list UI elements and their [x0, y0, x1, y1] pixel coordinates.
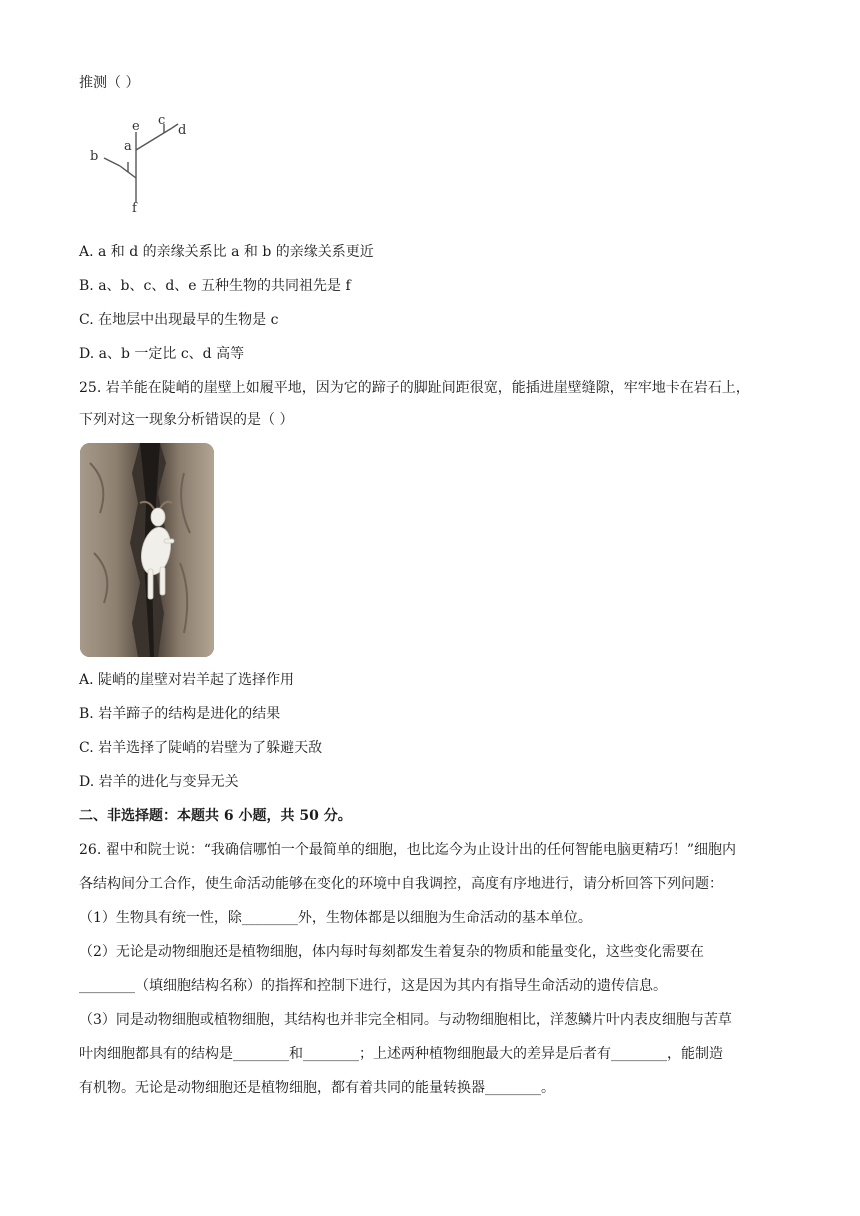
section-heading: 二、非选择题：本题共 6 小题，共 50 分。: [79, 808, 352, 824]
tree-label-b: b: [90, 149, 99, 164]
q26-subq2-line2: ________（填细胞结构名称）的指挥和控制下进行，这是因为其内有指导生命活动的遗传信息。: [79, 978, 667, 994]
tree-label-e: e: [132, 119, 140, 134]
q24-option-b: B. a、b、c、d、e 五种生物的共同祖先是 f: [79, 278, 351, 294]
q24-option-a: A. a 和 d 的亲缘关系比 a 和 b 的亲缘关系更近: [79, 244, 374, 260]
q25-option-b: B. 岩羊蹄子的结构是进化的结果: [79, 706, 281, 722]
q26-line1: 26. 翟中和院士说：“我确信哪怕一个最简单的细胞，也比迄今为止设计出的任何智能电脑更精巧！”细胞内: [79, 842, 737, 858]
q25-option-d: D. 岩羊的进化与变异无关: [79, 774, 239, 790]
q25-option-c: C. 岩羊选择了陡峭的岩壁为了躲避天敌: [79, 740, 323, 756]
q26-subq3-line1: （3）同是动物细胞或植物细胞，其结构也并非完全相同。与动物细胞相比，洋葱鳞片叶内表皮细胞与苦草: [79, 1012, 732, 1028]
tree-label-f: f: [132, 201, 137, 216]
q24-option-d: D. a、b 一定比 c、d 高等: [79, 346, 245, 362]
q24-option-c: C. 在地层中出现最早的生物是 c: [79, 312, 279, 328]
tree-branch-b: [104, 158, 120, 166]
mountain-goat-photo: [80, 443, 214, 657]
tree-branch-cd: [136, 128, 172, 150]
q25-stem-line1: 25. 岩羊能在陡峭的崖壁上如履平地，因为它的蹄子的脚趾间距很宽，能插进崖壁缝隙，牢牢地卡在岩石上，: [79, 380, 750, 396]
q26-line2: 各结构间分工合作，使生命活动能够在变化的环境中自我调控，高度有序地进行，请分析回答下列问题：: [79, 876, 723, 892]
q26-subq3-line2: 叶肉细胞都具有的结构是________和________；上述两种植物细胞最大的差异是后者有________，能制造: [79, 1046, 723, 1062]
q25-stem-line2: 下列对这一现象分析错误的是（ ）: [79, 412, 294, 428]
q26-subq2-line1: （2）无论是动物细胞还是植物细胞，体内每时每刻都发生着复杂的物质和能量变化，这些变化需要在: [79, 944, 704, 960]
q26-subq3-line3: 有机物。无论是动物细胞还是植物细胞，都有着共同的能量转换器________。: [79, 1080, 555, 1096]
q26-subq1: （1）生物具有统一性，除________外，生物体都是以细胞为生命活动的基本单位。: [79, 910, 592, 926]
tree-label-a: a: [124, 139, 132, 154]
tree-label-d: d: [178, 123, 187, 138]
phylogenetic-tree-figure: [84, 112, 204, 216]
q24-stem-tail: 推测（ ）: [79, 75, 140, 91]
q25-option-a: A. 陡峭的崖壁对岩羊起了选择作用: [79, 672, 295, 688]
tree-label-c: c: [158, 113, 166, 128]
